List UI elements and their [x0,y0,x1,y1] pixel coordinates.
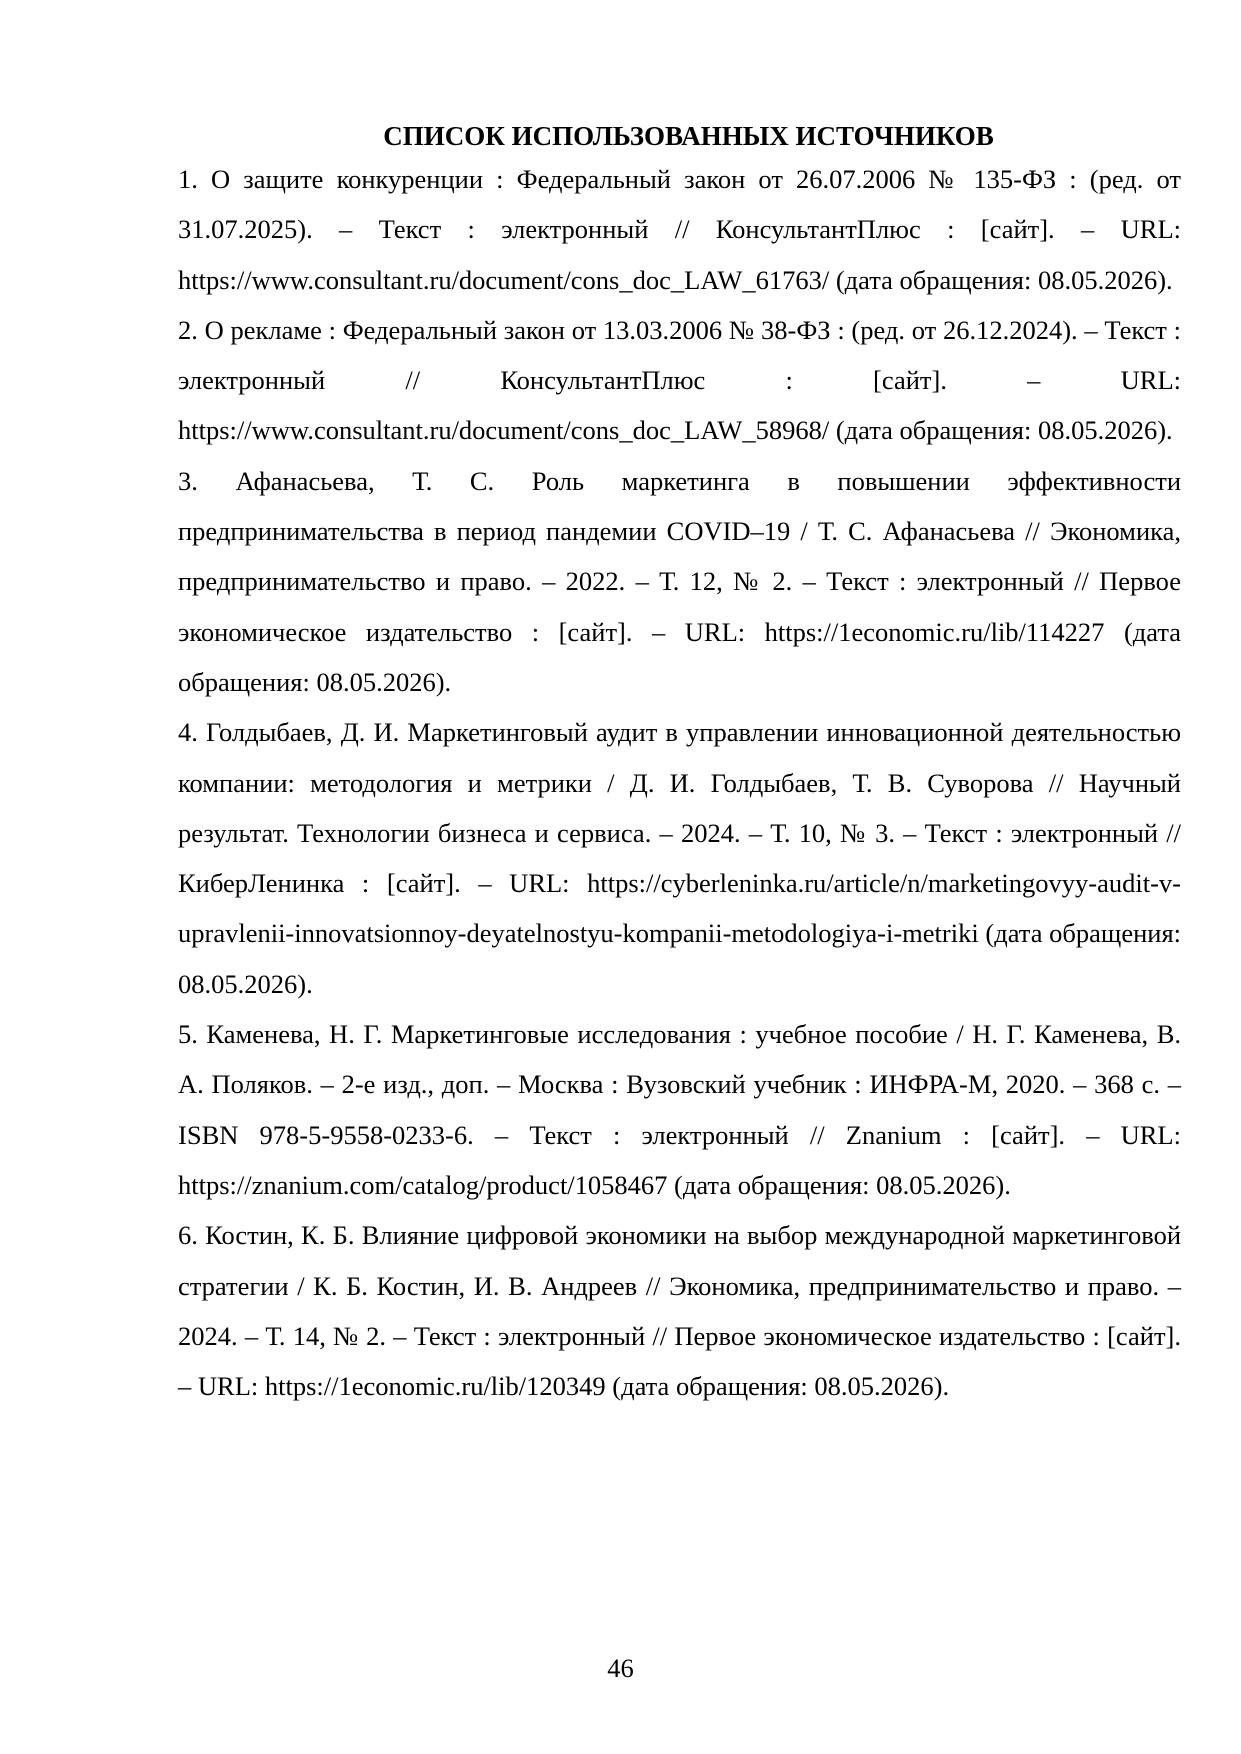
page-content [178,116,1181,1411]
reference-item-5: 5. Каменева, Н. Г. Маркетинговые исследования : учебное пособие / Н. Г. Каменева, В. А. Поляков. – 2-е изд., доп. – Москва : Вузовский учебник : ИНФРА-М, 2020. – 368 с. – ISBN 978-5-9558-0233-6. – Текст : электронный // Znanium : [сайт]. – URL: https://znanium.com/catalog/product/1058467 (дата обращения: 08.05.2026). [178,1019,1181,1200]
reference-item-3: 3. Афанасьева, Т. С. Роль маркетинга в повышении эффективности предпринимательства в период пандемии COVID–19 / Т. С. Афанасьева // Экономика, предпринимательство и право. – 2022. – Т. 12, № 2. – Текст : электронный // Первое экономическое издательство : [сайт]. – URL: https://1economic.ru/lib/114227 (дата обращения: 08.05.2026). [178,465,1181,697]
reference-item-6: 6. Костин, К. Б. Влияние цифровой экономики на выбор международной маркетинговой стратегии / К. Б. Костин, И. В. Андреев // Экономика, предпринимательство и право. – 2024. – Т. 14, № 2. – Текст : электронный // Первое экономическое издательство : [сайт]. – URL: https://1economic.ru/lib/120349 (дата обращения: 08.05.2026). [178,1220,1181,1402]
page-title: СПИСОК ИСПОЛЬЗОВАННЫХ ИСТОЧНИКОВ [383,121,994,151]
reference-item-1: 1. О защите конкуренции : Федеральный закон от 26.07.2006 № 135-ФЗ : (ред. от 31.07.2025). – Текст : электронный // КонсультантПлюс : [сайт]. – URL: https://www.consultant.ru/document/cons_doc_LAW_61763/ (дата обращения: 08.05.2026). [178,164,1181,295]
reference-item-2: 2. О рекламе : Федеральный закон от 13.03.2006 № 38-ФЗ : (ред. от 26.12.2024). – Текст : электронный // КонсультантПлюс : [сайт]. – URL: https://www.consultant.ru/document/cons_doc_LAW_58968/ (дата обращения: 08.05.2026). [178,314,1181,446]
page-number: 46 [607,1653,634,1683]
reference-list [178,154,1181,1411]
reference-item-4: 4. Голдыбаев, Д. И. Маркетинговый аудит в управлении инновационной деятельностью компании: методология и метрики / Д. И. Голдыбаев, Т. В. Суворова // Научный результат. Технологии бизнеса и сервиса. – 2024. – Т. 10, № 3. – Текст : электронный // КиберЛенинка : [сайт]. – URL: https://cyberleninka.ru/article/n/marketingovyy-audit-v-upravlenii-innovatsionnoy-deyatelnostyu-kompanii-metodologiya-i-metriki (дата обращения: 08.05.2026). [178,717,1181,999]
